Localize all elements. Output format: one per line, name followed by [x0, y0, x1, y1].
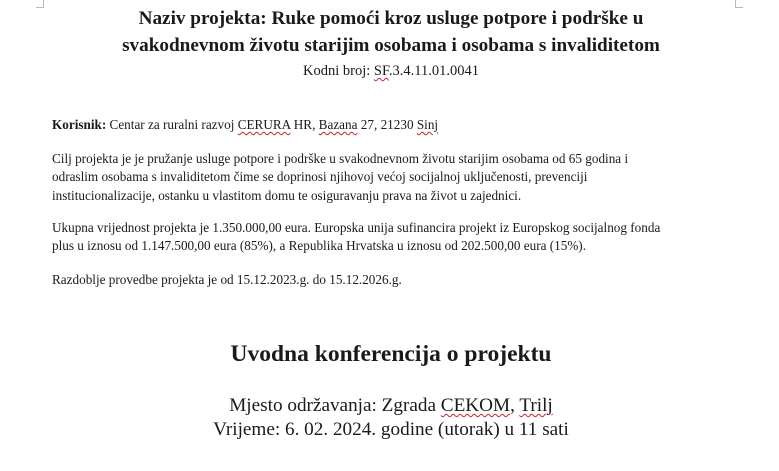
conference-title: Uvodna konferencija o projektu: [230, 341, 552, 367]
conference-place-city: Trilj: [519, 395, 553, 416]
project-code-label: Kodni broj:: [303, 63, 374, 79]
beneficiary-paragraph: [52, 116, 742, 134]
conference-place-sep: ,: [510, 395, 520, 416]
goal-line-1: Cilj projekta je je pružanje usluge potpore i podrške u svakodnevnom životu starijim osobama od 65 godina i: [52, 151, 629, 166]
project-code: [40, 62, 742, 80]
goal-line-2: odraslim osobama s invaliditetom čime se doprinosi njihovoj većoj socijalnoj uključenosti, prevenciji: [52, 169, 588, 185]
period-paragraph: Razdoblje provedbe projekta je od 15.12.2023.g. do 15.12.2026.g.: [52, 272, 402, 287]
beneficiary-street: Bazana: [318, 117, 358, 132]
beneficiary-text-mid: HR,: [290, 117, 319, 132]
goal-line-3: institucionalizacije, ostanku u vlastitom domu te osiguravanju prava na život u zajednici.: [52, 187, 522, 203]
beneficiary-org: CERURA: [237, 117, 291, 132]
goal-paragraph: [52, 150, 742, 205]
value-paragraph: [52, 219, 742, 256]
conference-place: [40, 394, 742, 418]
project-code-value: SF: [373, 63, 389, 79]
beneficiary-label: Korisnik:: [52, 117, 107, 132]
conference-place-building: CEKOM: [440, 395, 511, 416]
value-line-2: plus u iznosu od 1.147.500,00 eura (85%), a Republika Hrvatska u iznosu od 202.500,00 eura (15%).: [52, 238, 586, 254]
project-title-line-1: Naziv projekta: Ruke pomoći kroz usluge potpore i podrške u: [138, 8, 644, 29]
value-line-1: Ukupna vrijednost projekta je 1.350.000,00 eura. Europska unija sufinancira projekt iz Europskog socijalnog fonda: [52, 220, 661, 235]
beneficiary-text: Centar za ruralni razvoj: [106, 117, 238, 132]
beneficiary-text-post: 27, 21230: [357, 117, 417, 132]
conference-time: Vrijeme: 6. 02. 2024. godine (utorak) u 11 sati: [213, 419, 569, 440]
project-title-line-2: svakodnevnom životu starijim osobama i osobama s invaliditetom: [122, 35, 660, 56]
beneficiary-city: Sinj: [416, 117, 439, 132]
project-code-rest: .3.4.11.01.0041: [388, 63, 479, 79]
conference-place-label: Mjesto održavanja: Zgrada: [229, 395, 441, 416]
